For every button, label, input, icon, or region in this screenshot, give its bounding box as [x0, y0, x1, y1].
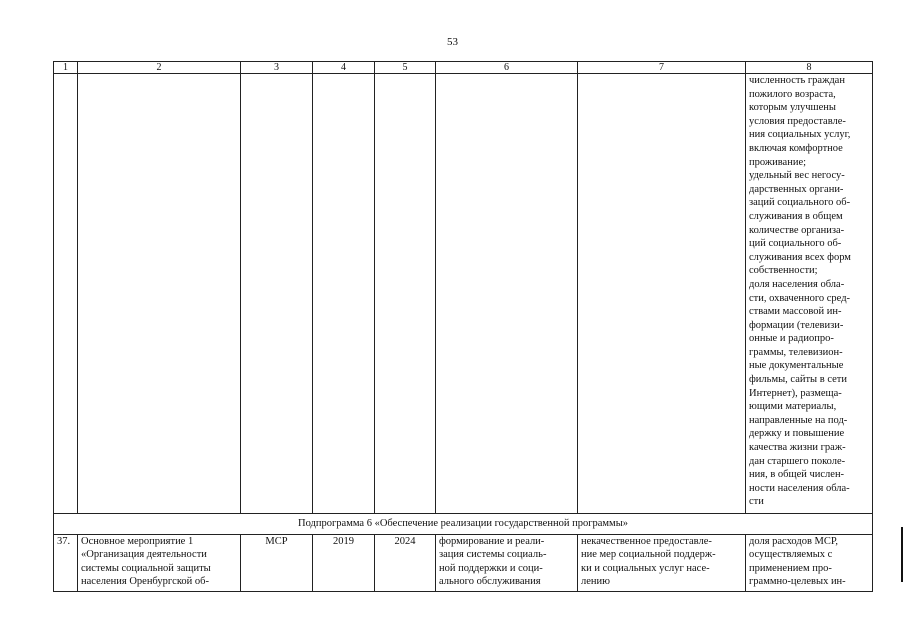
cell	[241, 74, 313, 514]
executor: МСР	[241, 534, 313, 591]
subprogram-title: Подпрограмма 6 «Обеспечение реализации государственной программы»	[54, 514, 873, 535]
column-header-2: 2	[78, 62, 241, 74]
cell	[54, 74, 78, 514]
column-header-7: 7	[578, 62, 746, 74]
column-header-1: 1	[54, 62, 78, 74]
expected-result: формирование и реали- зация системы социаль- ной поддержки и соци- ального обслуживания	[436, 534, 578, 591]
column-header-5: 5	[375, 62, 436, 74]
continued-row	[54, 74, 873, 514]
cell	[313, 74, 375, 514]
cell	[78, 74, 241, 514]
measure-name: Основное мероприятие 1 «Организация деятельности системы социальной защиты населения Оренбургской об-	[78, 534, 241, 591]
cell	[436, 74, 578, 514]
row-number: 37.	[54, 534, 78, 591]
column-header-4: 4	[313, 62, 375, 74]
start-year: 2019	[313, 534, 375, 591]
consequence: некачественное предоставле- ние мер социальной поддерж- ки и социальных услуг насе- лению	[578, 534, 746, 591]
page-number: 53	[447, 36, 458, 48]
column-header-3: 3	[241, 62, 313, 74]
column-number-row	[54, 62, 873, 74]
end-year: 2024	[375, 534, 436, 591]
subprogram-row	[54, 514, 873, 535]
indicator: доля расходов МСР, осуществляемых с применением про- граммно-целевых ин-	[746, 534, 873, 591]
indicator-cell: численность граждан пожилого возраста, которым улучшены условия предоставле- ния социальных услуг, включая комфортное проживание; удельный вес негосу- дарственных органи- заций социального об- служивания в общем количестве организа- ций социального об- служивания всех форм собственности; доля населения обла- сти, охваченного сред- ствами массовой ин- формации (телевизи- онные и радиопро- граммы, телевизион- ные документальные фильмы, сайты в сети Интернет), размеща- ющими материалы, направленные на под- держку и повышение качества жизни граж- дан старшего поколе- ния, в общей числен- ности населения обла- сти	[746, 74, 873, 514]
program-table	[53, 61, 873, 592]
table-row	[54, 534, 873, 591]
column-header-6: 6	[436, 62, 578, 74]
column-header-8: 8	[746, 62, 873, 74]
cell	[578, 74, 746, 514]
scan-edge-mark	[901, 527, 903, 582]
cell	[375, 74, 436, 514]
